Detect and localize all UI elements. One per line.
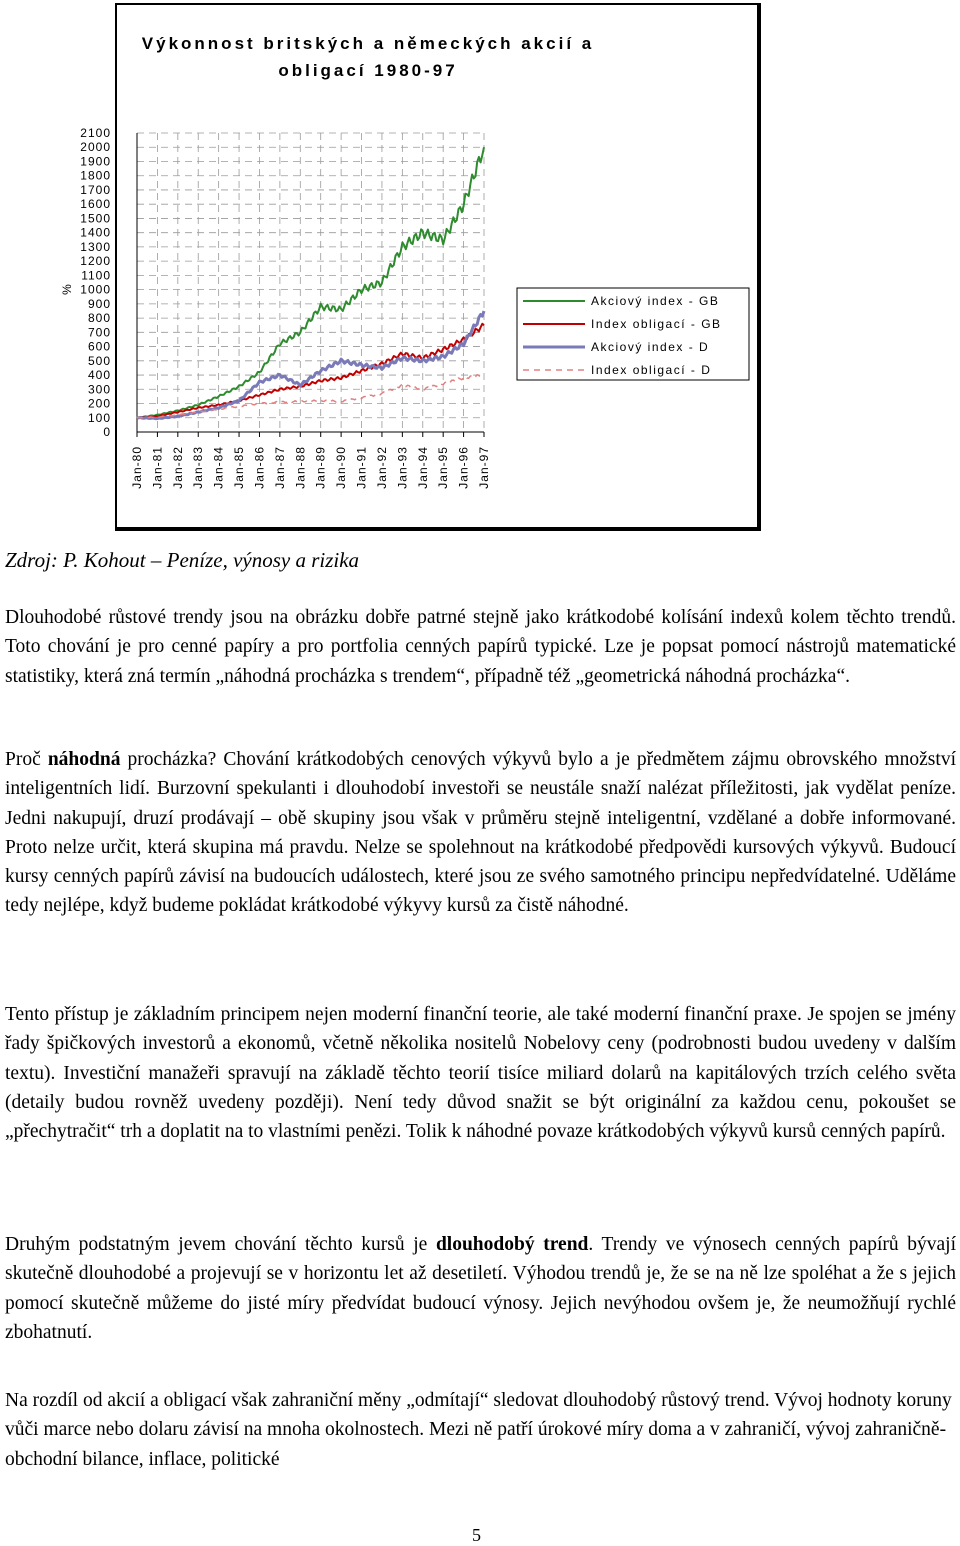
x-tick-label: Jan-85 <box>232 446 247 489</box>
y-tick-label: 1300 <box>80 239 111 254</box>
x-tick-label: Jan-86 <box>252 446 267 489</box>
legend-label-1: Akciový index - GB <box>591 294 720 308</box>
y-tick-label: 0 <box>103 425 111 439</box>
y-tick-label: 1400 <box>80 225 111 240</box>
y-tick-label: 900 <box>87 296 111 311</box>
legend-label-3: Akciový index - D <box>591 340 710 354</box>
y-tick-label: 1900 <box>80 154 111 169</box>
paragraph-4-rest: . Trendy ve výnosech cenných papírů bývají skutečně dlouhodobé a projevují se v horizontu let až desetiletí. Výhodou trendů je, že se na ně lze spoléhat a že s jejich pomocí skutečně můžeme do jisté míry předvídat budoucí výnosy. Jejich nevýhodou ovšem je, že neumožňují rychlé zbohatnutí. <box>5 1234 956 1343</box>
paragraph-5: Na rozdíl od akcií a obligací však zahraniční měny „odmítají“ sledovat dlouhodobý růstový trend. Vývoj hodnoty koruny vůči marce nebo dolaru závisí na mnoha okolnostech. Mezi ně patří úrokové míry doma a v zahraničí, vývoj zahraničně-obchodní bilance, inflace, politické <box>5 1390 952 1470</box>
x-tick-label: Jan-84 <box>211 446 226 489</box>
paragraph-3: Tento přístup je základním principem nejen moderní finanční teorie, ale také moderní finanční praxe. Je spojen se jmény řady špičkových investorů a ekonomů, včetně několika nositelů Nobelovy ceny (podrobnosti budou uvedeny v dalším textu). Investiční manažeři spravují na základě těchto teorií tisíce miliard dolarů na kapitálových trzích celého světa (detaily budou rovněž uvedeny později). Není tedy důvod snažit se být originální za každou cenu, pokoušet se „přechytračit“ trh a doplatit na to vlastními penězi. Tolik k náhodné povaze krátkodobých výkyvů kursů cenných papírů. <box>5 1004 956 1143</box>
legend-label-4: Index obligací - D <box>591 363 712 377</box>
y-tick-label: 1600 <box>80 197 111 212</box>
x-tick-label: Jan-81 <box>150 446 165 489</box>
y-tick-label: 300 <box>87 382 111 397</box>
x-tick-label: Jan-89 <box>313 446 328 489</box>
y-tick-label: 1000 <box>80 282 111 297</box>
x-tick-label: Jan-97 <box>477 446 491 489</box>
x-tick-label: Jan-92 <box>374 446 389 489</box>
series-line-4 <box>137 375 484 418</box>
x-tick-label: Jan-80 <box>130 446 144 489</box>
x-tick-label: Jan-94 <box>415 446 430 489</box>
y-tick-label: 500 <box>87 353 111 368</box>
y-tick-label: 1700 <box>80 182 111 197</box>
paragraph-2 <box>5 745 956 921</box>
chart <box>60 5 757 527</box>
x-tick-label: Jan-96 <box>456 446 471 489</box>
x-tick-label: Jan-87 <box>272 446 287 489</box>
y-tick-label: 700 <box>87 325 111 340</box>
source-caption: Zdroj: P. Kohout – Peníze, výnosy a rizika <box>5 548 360 572</box>
y-tick-label: 1200 <box>80 254 111 269</box>
x-tick-label: Jan-95 <box>436 446 451 489</box>
chart-panel <box>60 3 761 531</box>
y-axis-label: % <box>60 283 74 295</box>
y-tick-label: 100 <box>87 410 111 425</box>
y-tick-label: 400 <box>87 368 111 383</box>
paragraph-1: Dlouhodobé růstové trendy jsou na obrázku dobře patrné stejně jako krátkodobé kolísání indexů kolem těchto trendů. Toto chování je pro cenné papíry a pro portfolia cenných papírů typické. Lze je popsat pomocí nástrojů matematické statistiky, která zná termín „náhodná procházka s trendem“, případně též „geometrická náhodná procházka“. <box>5 607 956 687</box>
paragraph-2-start: Proč <box>5 749 48 770</box>
x-tick-label: Jan-93 <box>395 446 410 489</box>
chart-title-line-1: Výkonnost britských a německých akcií a <box>141 34 595 53</box>
y-tick-label: 1500 <box>80 211 111 226</box>
series-line-3 <box>137 311 484 419</box>
paragraph-4-start: Druhým podstatným jevem chování těchto kursů je <box>5 1234 436 1255</box>
x-tick-label: Jan-91 <box>354 446 369 489</box>
y-tick-label: 800 <box>87 311 111 326</box>
x-tick-label: Jan-90 <box>334 446 349 489</box>
y-tick-label: 200 <box>87 396 111 411</box>
paragraph-4 <box>5 1230 956 1347</box>
paragraph-4-bold: dlouhodobý trend <box>435 1234 589 1255</box>
x-tick-label: Jan-82 <box>170 446 185 489</box>
legend-label-2: Index obligací - GB <box>591 317 722 331</box>
y-tick-label: 1800 <box>80 168 111 183</box>
y-tick-label: 2000 <box>80 140 111 155</box>
x-tick-label: Jan-88 <box>293 446 308 489</box>
paragraph-2-bold: náhodná <box>47 749 121 770</box>
page-number: 5 <box>472 1525 481 1545</box>
y-tick-label: 1100 <box>81 268 111 283</box>
x-tick-label: Jan-83 <box>191 446 206 489</box>
y-tick-label: 600 <box>87 339 111 354</box>
chart-title-line-2: obligací 1980-97 <box>278 61 458 80</box>
y-tick-label: 2100 <box>80 126 111 140</box>
paragraph-2-rest: procházka? Chování krátkodobých cenových výkyvů bylo a je předmětem zájmu obrovského množství inteligentních lidí. Burzovní spekulanti i dlouhodobí investoři se neustále snaží nalézat příležitosti, jak vydělat peníze. Jedni nakupují, druzí prodávají – obě skupiny jsou však v průměru stejně inteligentní, vzdělané a dobře informované. Proto nelze určit, která skupina má pravdu. Nelze se spolehnout na krátkodobé předpovědi kursových výkyvů. Budoucí kursy cenných papírů závisí na budoucích událostech, které jsou ze svého samotného principu nepředvídatelné. Uděláme tedy nejlépe, když budeme pokládat krátkodobé výkyvy kursů za čistě náhodné. <box>5 749 956 917</box>
